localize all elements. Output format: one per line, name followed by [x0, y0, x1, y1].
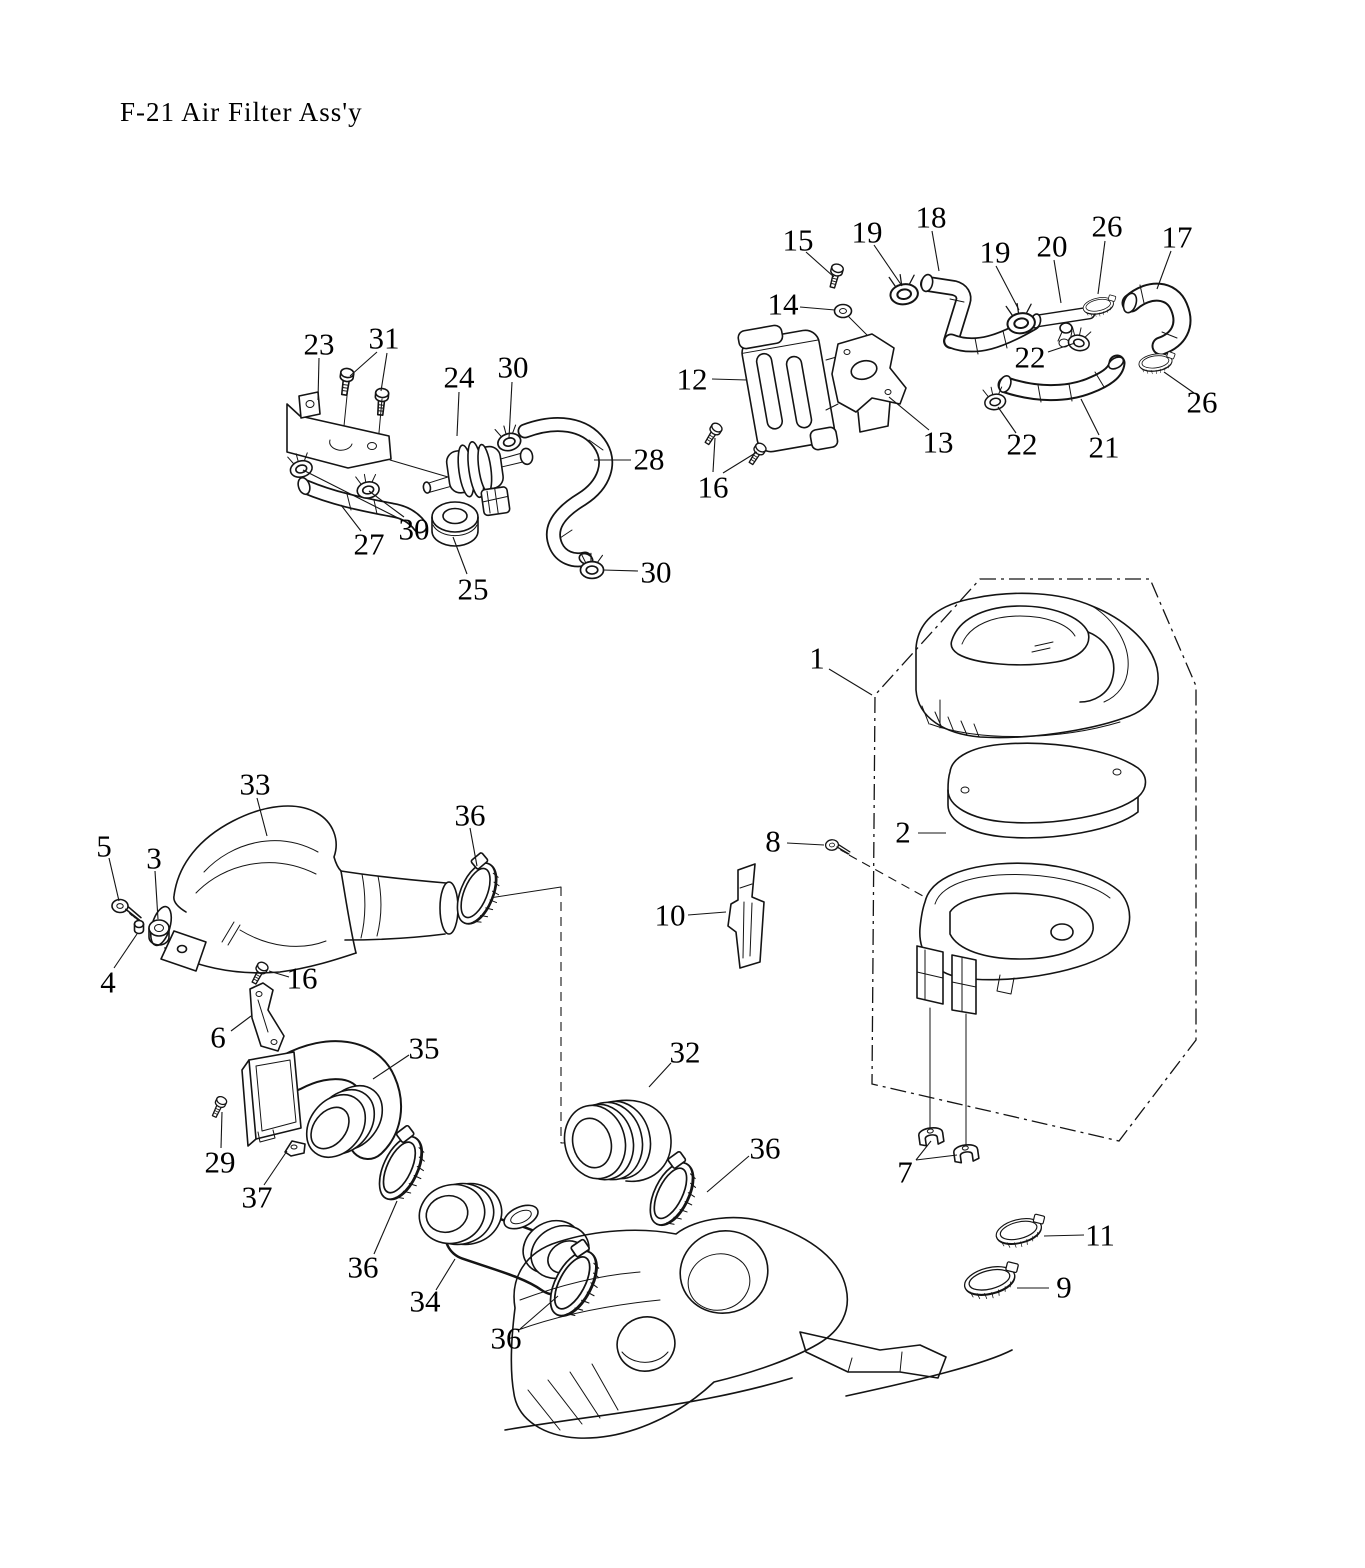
callout-22: 22 [1014, 339, 1046, 375]
part-11-clamp [993, 1212, 1050, 1252]
part-27-hose [296, 476, 420, 526]
part-35-duct-elbow [242, 1052, 395, 1169]
callout-28: 28 [633, 441, 665, 477]
callout-37: 37 [241, 1179, 273, 1215]
callout-1: 1 [809, 640, 825, 676]
callout-27: 27 [353, 526, 385, 562]
part-1-boundary [872, 579, 1196, 1141]
part-12-canister [737, 318, 840, 460]
part-37-clip [285, 1141, 305, 1156]
part-21-hose [997, 355, 1126, 402]
callout-6: 6 [210, 1019, 226, 1055]
part-9-clamp [961, 1259, 1025, 1304]
callout-25: 25 [457, 571, 489, 607]
callout-2: 2 [895, 814, 911, 850]
callout-14: 14 [767, 286, 799, 322]
callout-15: 15 [782, 222, 814, 258]
callout-11: 11 [1085, 1217, 1115, 1253]
callout-36: 36 [490, 1320, 522, 1356]
part-5-screw [111, 899, 141, 920]
callout-21: 21 [1088, 429, 1120, 465]
callout-31: 31 [368, 320, 400, 356]
callout-12: 12 [676, 361, 708, 397]
callout-24: 24 [443, 359, 475, 395]
part-33-intake-duct [147, 806, 458, 973]
callout-19: 19 [979, 234, 1011, 270]
callout-35: 35 [408, 1030, 440, 1066]
guide-lines [342, 317, 997, 1150]
callout-7: 7 [897, 1154, 913, 1190]
part-23-bracket [287, 392, 391, 468]
callout-10: 10 [654, 897, 686, 933]
callout-17: 17 [1161, 219, 1193, 255]
part-25-grommet [432, 502, 478, 546]
part-13-bracket [832, 334, 906, 432]
callout-36: 36 [749, 1130, 781, 1166]
callout-30: 30 [398, 511, 430, 547]
callout-16: 16 [697, 469, 729, 505]
part-32-elbow [557, 1094, 671, 1186]
callout-36: 36 [454, 797, 486, 833]
part-1-airbox-lower-half [917, 863, 1130, 1014]
part-1-airbox-cover [916, 593, 1158, 737]
callout-20: 20 [1036, 228, 1068, 264]
callout-34: 34 [409, 1283, 441, 1319]
part-36-clamp-c [640, 1148, 710, 1234]
page-title: F-21 Air Filter Ass'y [120, 97, 363, 127]
part-6-bracket [250, 983, 284, 1051]
part-8-screw [825, 838, 850, 856]
callout-9: 9 [1056, 1269, 1072, 1305]
callout-18: 18 [915, 199, 947, 235]
part-15-bolt [827, 263, 844, 289]
callout-33: 33 [239, 766, 271, 802]
callout-3: 3 [146, 840, 162, 876]
callout-13: 13 [922, 424, 954, 460]
callout-30: 30 [640, 554, 672, 590]
callout-23: 23 [303, 326, 335, 362]
part-28-hose [525, 425, 606, 567]
part-14-washer [835, 305, 852, 318]
callout-22: 22 [1006, 426, 1038, 462]
callout-16: 16 [286, 960, 318, 996]
part-17-hose [1121, 285, 1182, 346]
callout-36: 36 [347, 1249, 379, 1285]
part-2-filter-element [948, 743, 1146, 838]
part-10-bracket [728, 864, 764, 968]
callout-5: 5 [96, 828, 112, 864]
callout-26: 26 [1186, 384, 1218, 420]
callout-4: 4 [100, 964, 116, 1000]
callout-26: 26 [1091, 208, 1123, 244]
callout-32: 32 [669, 1034, 701, 1070]
part-29-bolt [210, 1095, 228, 1119]
callout-29: 29 [204, 1144, 236, 1180]
callout-8: 8 [765, 823, 781, 859]
part-18-pipe [920, 274, 964, 341]
callout-30: 30 [497, 349, 529, 385]
part-4-spacer [135, 921, 144, 934]
callout-19: 19 [851, 214, 883, 250]
